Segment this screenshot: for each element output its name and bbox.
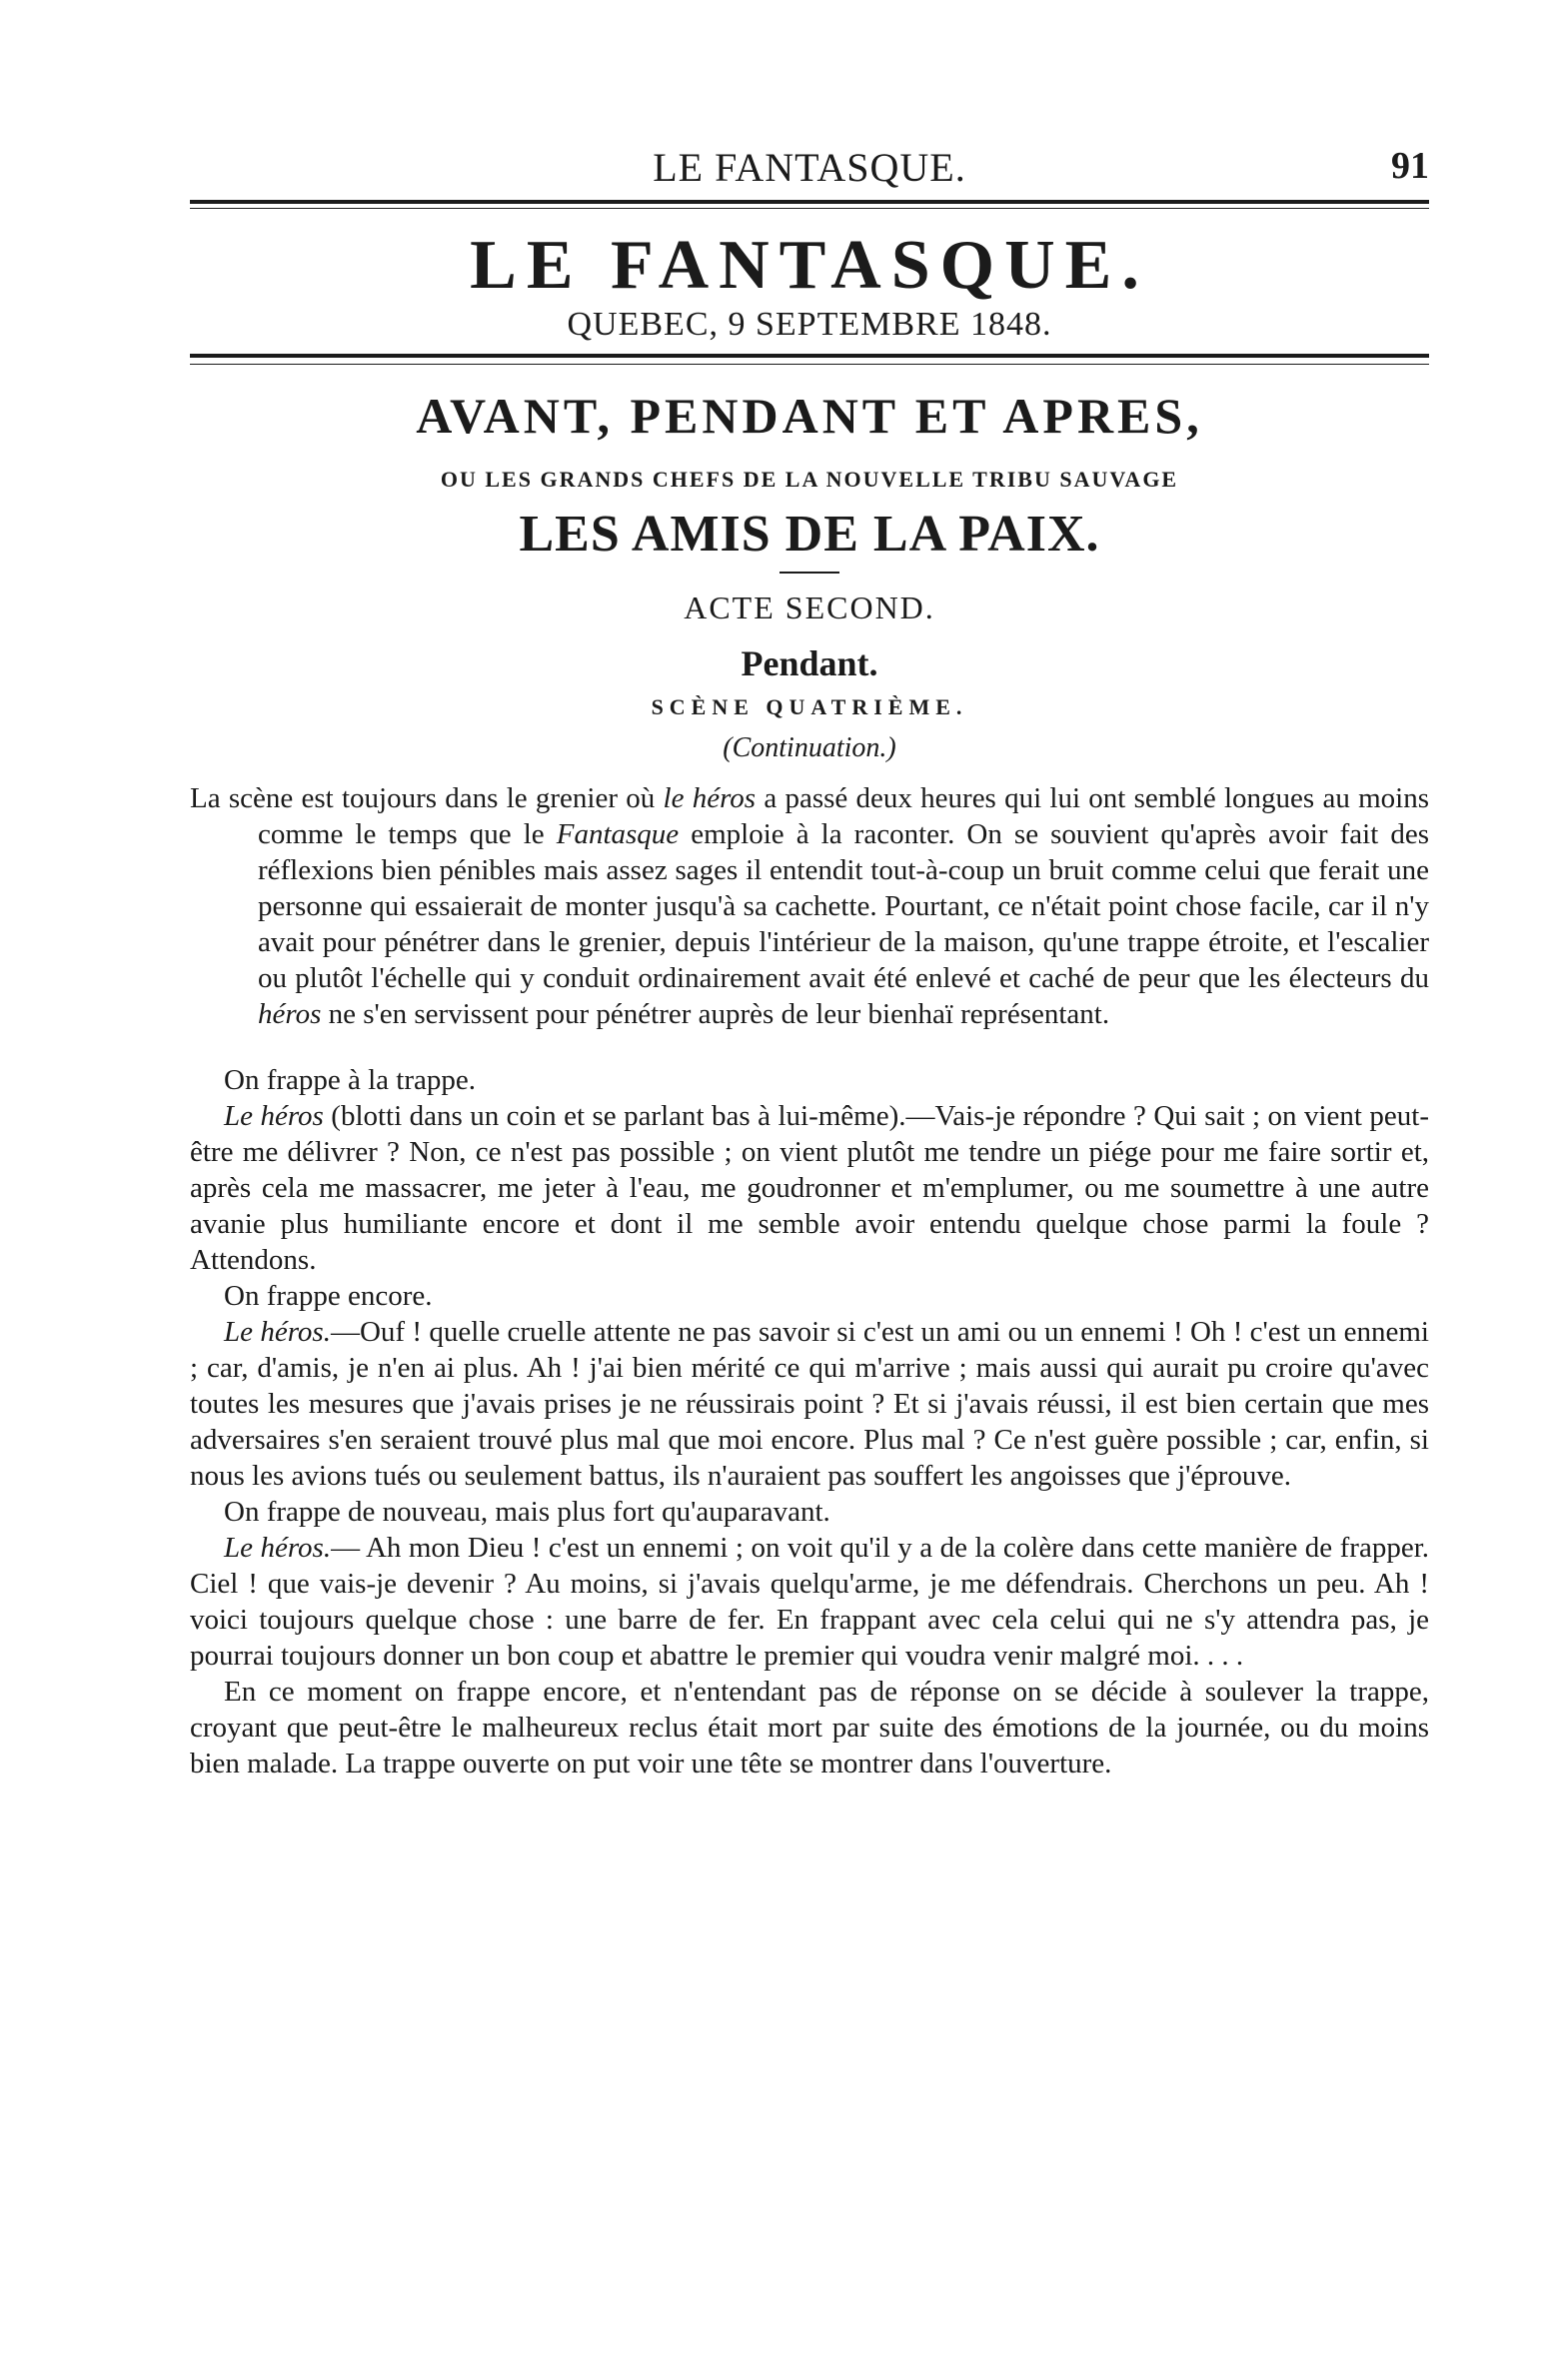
stage-fantasque: Fantasque (556, 818, 680, 850)
stage-text-3: emploie à la raconter. On se souvient qu'après avoir fait des réflexions bien pénibles mais assez sages il entendit tout-à-coup un bruit comme celui que ferait une personne qui essaierait de monter jusqu'à sa cachette. Pourtant, ce n'était point chose facile, car il n'y avait pour pénétrer dans le grenier, depuis l'intérieur de la maison, qu'une trappe étroite, et l'escalier ou plutôt l'échelle qui y conduit ordinairement avait été enlevé et caché de peur que les électeurs du (258, 818, 1429, 994)
paragraph-7: En ce moment on frappe encore, et n'entendant pas de réponse on se décide à soulever la trappe, croyant que peut-être le malheureux reclus était mort par suite des émotions de la journée, ou du moins bien malade. La trappe ouverte on put voir une tête se montrer dans l'ouverture. (190, 1676, 1429, 1780)
continuation-note: (Continuation.) (723, 732, 896, 763)
paragraph-5: On frappe de nouveau, mais plus fort qu'auparavant. (224, 1496, 830, 1528)
header-rule (190, 200, 1429, 209)
stage-hero: le héros (663, 782, 757, 814)
stage-text-2: a passé deux heures qui lui ont semblé longues au moins comme le temps que le (258, 782, 1429, 850)
speaker-label: Le héros. (224, 1316, 331, 1348)
paragraph-3: On frappe encore. (224, 1280, 433, 1312)
paragraph-2-text: (blotti dans un coin et se parlant bas à lui-même).—Vais-je répondre ? Qui sait ; on vient peut-être me délivrer ? Non, ce n'est pas possible ; on vient plutôt me tendre un piége pour me faire sortir et, après cela me massacrer, me jeter à l'eau, me goudronner et m'emplumer, ou me soumettre à une autre avanie plus humiliante encore et dont il me semble avoir entendu quelque chose parmi la foule ? Attendons. (190, 1100, 1429, 1276)
paragraph-4-text: —Ouf ! quelle cruelle attente ne pas savoir si c'est un ami ou un ennemi ! Oh ! c'est un ennemi ; car, d'amis, je n'en ai plus. Ah ! j'ai bien mérité ce qui m'arrive ; mais aussi qui aurait pu croire qu'avec toutes les mesures que j'avais prises je ne réussirais point ? Et si j'avais réussi, il est bien certain que mes adversaires s'en seraient trouvé plus mal que moi encore. Plus mal ? Ce n'est guère possible ; car, enfin, si nous les avions tués ou seulement battus, ils n'auraient pas souffert les angoisses que j'éprouve. (190, 1316, 1429, 1492)
newspaper-page (190, 140, 1429, 1782)
article-subhead: OU LES GRANDS CHEFS DE LA NOUVELLE TRIBU SAUVAGE (440, 467, 1179, 492)
dateline: QUEBEC, 9 SEPTEMBRE 1848. (567, 306, 1052, 343)
paragraph-4 (190, 1314, 1429, 1494)
masthead-rule (190, 354, 1429, 365)
scene-heading: SCÈNE QUATRIÈME. (651, 694, 968, 719)
stage-text-1: La scène est toujours dans le grenier où (190, 782, 664, 814)
masthead-title: LE FANTASQUE. (470, 227, 1149, 304)
stage-direction (190, 780, 1429, 1032)
page-number: 91 (1391, 145, 1429, 187)
speaker-label: Le héros. (224, 1532, 332, 1564)
stage-text-4: ne s'en servissent pour pénétrer auprès de leur bienhaï représentant. (321, 998, 1110, 1030)
act-heading: ACTE SECOND. (684, 590, 935, 625)
paragraph-1: On frappe à la trappe. (224, 1064, 477, 1096)
paragraph-2 (190, 1098, 1429, 1278)
short-divider (780, 572, 839, 574)
paragraph-6 (190, 1530, 1429, 1674)
article-headline-secondary: LES AMIS DE LA PAIX. (519, 506, 1100, 563)
running-title: LE FANTASQUE. (653, 145, 966, 190)
article-headline: AVANT, PENDANT ET APRES, (416, 388, 1203, 444)
running-head (190, 140, 1429, 200)
paragraph-6-text: — Ah mon Dieu ! c'est un ennemi ; on voit qu'il y a de la colère dans cette manière de frapper. Ciel ! que vais-je devenir ? Au moins, si j'avais quelqu'arme, je me défendrais. Cherchons un peu. Ah ! voici toujours quelque chose : une barre de fer. En frappant avec cela celui qui ne s'y attendra pas, je pourrai toujours donner un bon coup et abattre le premier qui voudra venir malgré moi. . . . (190, 1532, 1429, 1672)
speaker-label: Le héros (224, 1100, 324, 1132)
stage-hero-2: héros (258, 998, 322, 1030)
section-heading: Pendant. (741, 643, 878, 683)
